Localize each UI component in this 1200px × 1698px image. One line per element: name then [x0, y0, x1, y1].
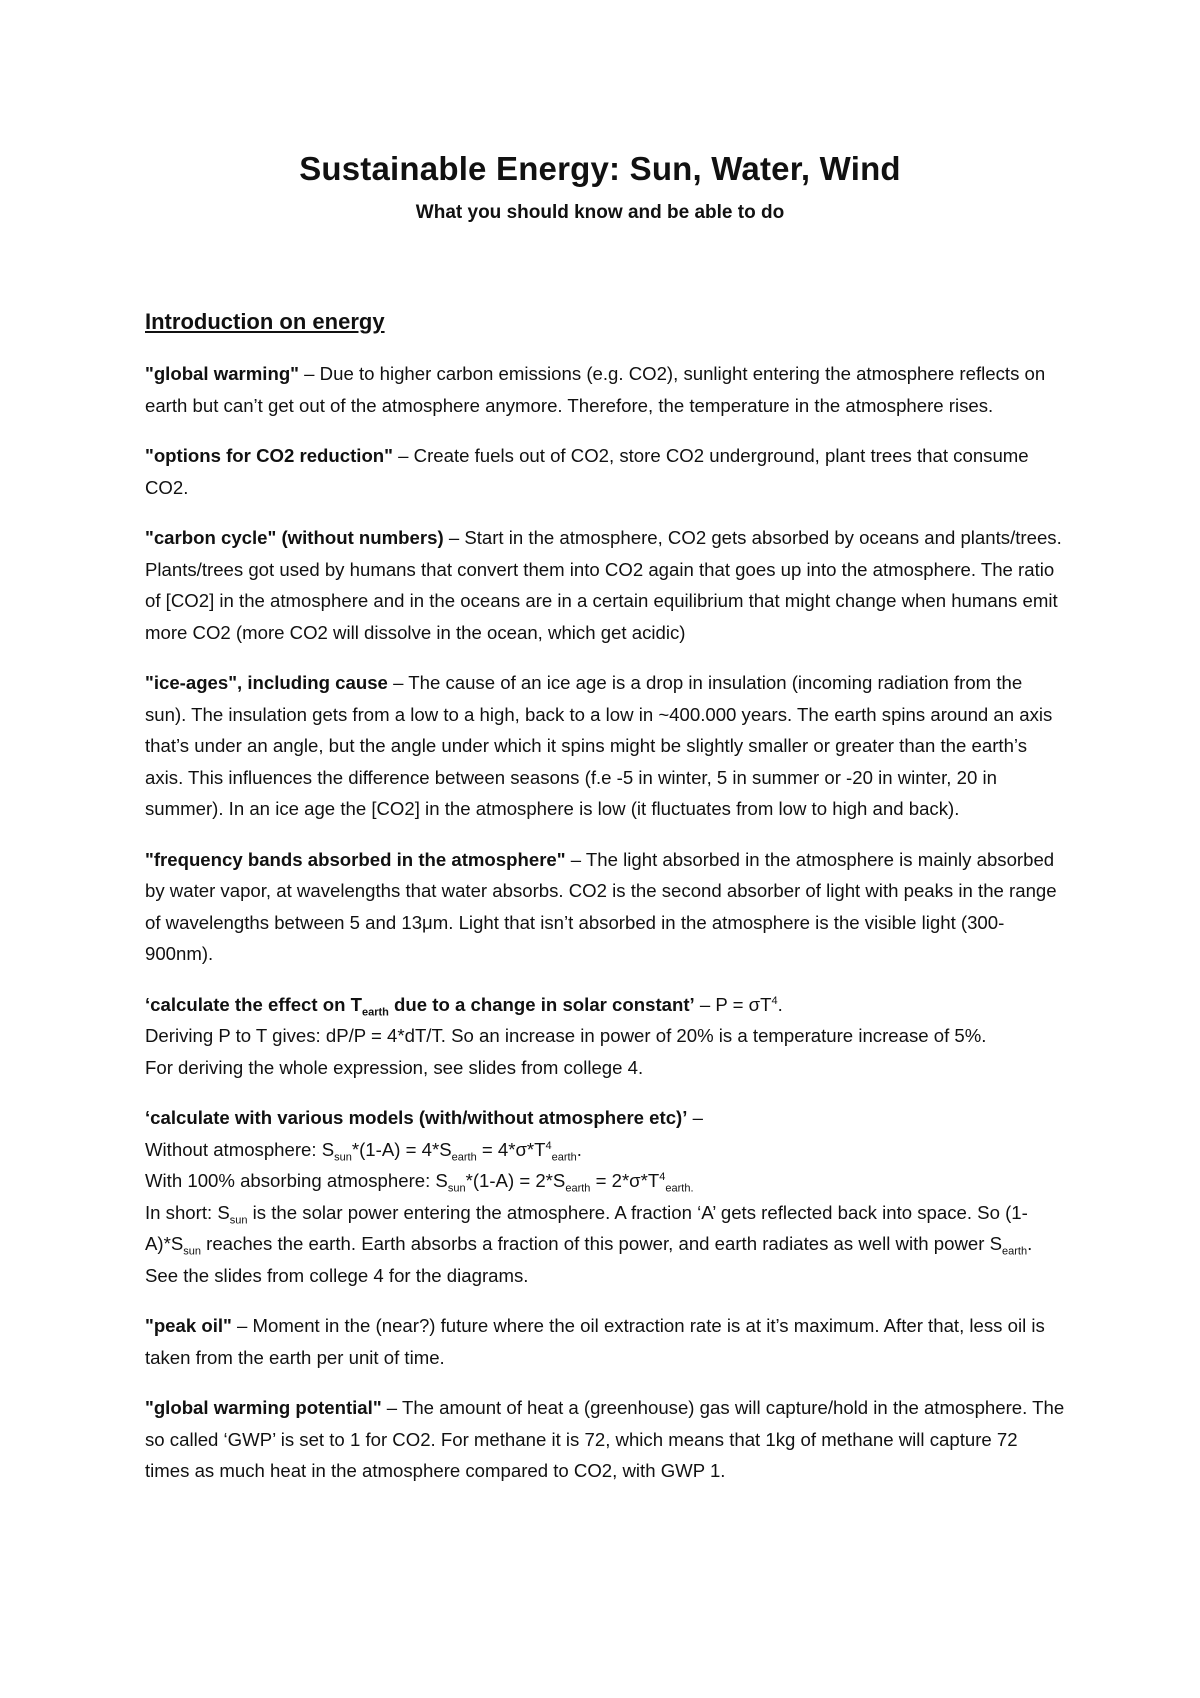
- paragraph-frequency-bands: [145, 844, 1065, 970]
- paragraph-text: – Due to higher carbon emissions (e.g. CO2), sunlight entering the atmosphere reflects on earth but can’t get out of the atmosphere anymore. Therefore, the temperature in the atmosphere rises.: [145, 363, 1046, 416]
- subscript: sun: [447, 1182, 466, 1195]
- term-label: "carbon cycle" (without numbers): [145, 527, 444, 548]
- term-label: "global warming potential": [145, 1397, 382, 1418]
- paragraph-solar-constant: [145, 989, 1065, 1084]
- subscript: earth.: [665, 1182, 694, 1195]
- paragraph-text: is the solar power entering the atmosphere. A fraction ‘A’ gets reflected back into space. So (1-A)*S: [145, 1201, 1028, 1254]
- subscript: sun: [334, 1151, 352, 1164]
- subscript: earth: [551, 1151, 577, 1164]
- paragraph-text: In short: S: [145, 1201, 230, 1223]
- formula-text: .: [576, 1138, 582, 1160]
- superscript: 4: [771, 994, 778, 1007]
- formula-text: Without atmosphere: S: [145, 1138, 335, 1160]
- paragraph-models: [145, 1102, 1065, 1291]
- term-label: "options for CO2 reduction": [145, 445, 393, 466]
- document-title: Sustainable Energy: Sun, Water, Wind: [299, 150, 901, 187]
- formula-text: = 2*σ*T: [590, 1170, 660, 1191]
- paragraph-global-warming-potential: [145, 1392, 1065, 1487]
- paragraph-carbon-cycle: [145, 522, 1065, 648]
- superscript: 4: [545, 1139, 552, 1152]
- term-label: ‘calculate with various models (with/without atmosphere etc)’: [145, 1107, 688, 1128]
- subscript: earth: [1001, 1245, 1028, 1258]
- term-label: "frequency bands absorbed in the atmosphere": [145, 848, 566, 870]
- paragraph-peak-oil: [145, 1310, 1065, 1373]
- section-heading: Introduction on energy: [145, 309, 385, 334]
- subscript: earth: [451, 1151, 477, 1164]
- formula-text: With 100% absorbing atmosphere: S: [145, 1170, 448, 1191]
- paragraph-text: – The light absorbed in the atmosphere is mainly absorbed by water vapor, at wavelengths that water absorbs. CO2 is the second absorber of light with peaks in the range of wavelengths between 5 and 13μm. Light that isn’t absorbed in the atmosphere is the visible light (300-900nm).: [145, 848, 1057, 964]
- term-label: "ice-ages", including cause: [145, 672, 388, 693]
- paragraph-text: –: [687, 1107, 703, 1128]
- paragraph-text: – The amount of heat a (greenhouse) gas will capture/hold in the atmosphere. The so called ‘GWP’ is set to 1 for CO2. For methane it is 72, which means that 1kg of methane will capture 72 times as much heat in the atmosphere compared to CO2, with GWP 1.: [145, 1397, 1065, 1481]
- paragraph-text: – Start in the atmosphere, CO2 gets absorbed by oceans and plants/trees. Plants/trees got used by humans that convert them into CO2 again that goes up into the atmosphere. The ratio of [CO2] in the atmosphere and in the oceans are in a certain equilibrium that might change when humans emit more CO2 (more CO2 will dissolve in the ocean, which get acidic): [145, 527, 1062, 643]
- paragraph-text: For deriving the whole expression, see slides from college 4.: [145, 1056, 644, 1078]
- paragraph-global-warming: [145, 358, 1065, 421]
- term-part: due to a change in solar constant’: [388, 993, 695, 1015]
- term-label: "global warming": [145, 363, 299, 384]
- paragraph-text: . See the slides from college 4 for the diagrams.: [145, 1233, 1033, 1286]
- subscript: sun: [183, 1245, 201, 1258]
- superscript: 4: [659, 1170, 666, 1183]
- paragraph-text: Deriving P to T gives: dP/P = 4*dT/T. So an increase in power of 20% is a temperature increase of 5%.: [145, 1025, 987, 1046]
- term-label: "peak oil": [145, 1315, 232, 1336]
- term-part: ‘calculate the effect on T: [145, 993, 362, 1015]
- paragraph-text: – Moment in the (near?) future where the oil extraction rate is at it’s maximum. After that, less oil is taken from the earth per unit of time.: [145, 1315, 1045, 1368]
- document-subtitle: What you should know and be able to do: [415, 202, 785, 223]
- term-label: [145, 993, 695, 1019]
- subscript: earth: [361, 1006, 389, 1019]
- formula-text: – P = σT: [694, 993, 772, 1015]
- subscript: sun: [229, 1214, 248, 1227]
- paragraph-text: – Create fuels out of CO2, store CO2 underground, plant trees that consume CO2.: [145, 445, 1029, 498]
- document-body: [145, 308, 1065, 1506]
- subscript: earth: [565, 1182, 591, 1195]
- paragraph-ice-ages: [145, 667, 1065, 825]
- formula-text: .: [777, 993, 783, 1015]
- paragraph-text: – The cause of an ice age is a drop in insulation (incoming radiation from the sun). The insulation gets from a low to a high, back to a low in ~400.000 years. The earth spins around an axis that’s under an angle, but the angle under which it spins might be slightly smaller or greater than the earth’s axis. This influences the difference between seasons (f.e -5 in winter, 5 in summer or -20 in winter, 20 in summer). In an ice age the [CO2] in the atmosphere is low (it fluctuates from low to high and back).: [145, 672, 1053, 819]
- paragraph-co2-reduction: [145, 440, 1065, 503]
- formula-text: *(1-A) = 2*S: [465, 1170, 566, 1191]
- formula-text: = 4*σ*T: [476, 1138, 546, 1160]
- formula-text: *(1-A) = 4*S: [351, 1138, 452, 1160]
- paragraph-text: reaches the earth. Earth absorbs a fraction of this power, and earth radiates as well with power S: [200, 1233, 1002, 1254]
